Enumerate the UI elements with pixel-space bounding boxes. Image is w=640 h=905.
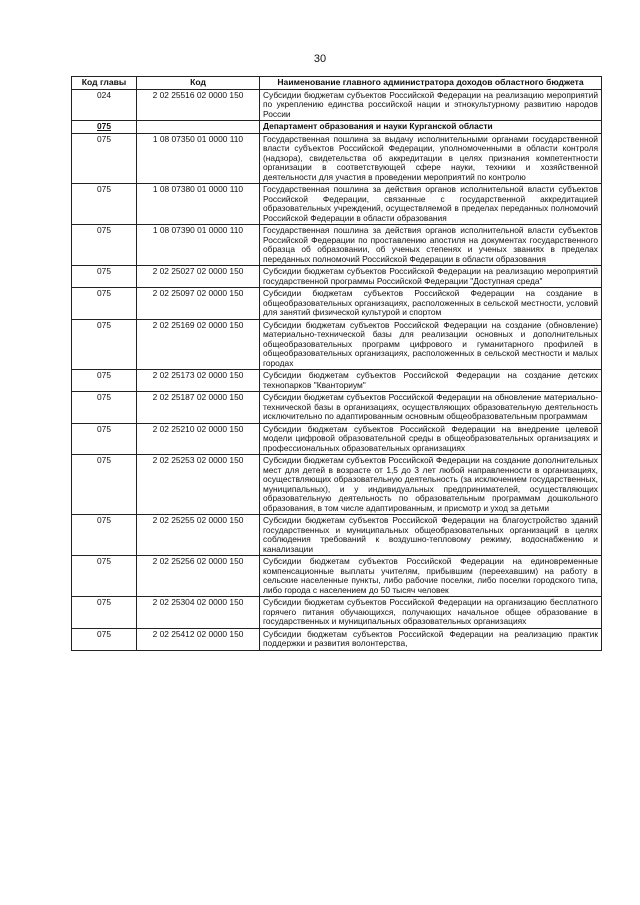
chapter-code-cell: 075 [72,266,137,288]
income-code-cell: 1 08 07350 01 0000 110 [137,133,260,184]
name-cell: Государственная пошлина за действия органов исполнительной власти субъектов Российской Федерации по проставлению апостиля на документах государственного образца об образовании, об ученых степенях и ученых званиях в пределах переданных полномочий Российской Федерации в области образования [260,225,602,266]
table-header-row [72,77,602,90]
table-row [72,225,602,266]
name-cell: Субсидии бюджетам субъектов Российской Федерации на реализацию мероприятий по укреплению единства российской нации и этнокультурному развитию народов России [260,89,602,121]
name-cell: Субсидии бюджетам субъектов Российской Федерации на организацию бесплатного горячего питания обучающихся, получающих начальное общее образование в государственных и муниципальных образовательных организациях [260,597,602,629]
table-row [72,515,602,556]
table-row [72,266,602,288]
table-row [72,288,602,320]
table-row [72,628,602,650]
table-row [72,392,602,424]
name-cell: Субсидии бюджетам субъектов Российской Федерации на создание детских технопарков "Кванториум" [260,370,602,392]
chapter-code-cell: 075 [72,184,137,225]
page-number: 30 [313,53,327,65]
name-cell: Субсидии бюджетам субъектов Российской Федерации на реализацию мероприятий государственной программы Российской Федерации "Доступная среда" [260,266,602,288]
income-code-cell: 1 08 07380 01 0000 110 [137,184,260,225]
name-cell: Субсидии бюджетам субъектов Российской Федерации на благоустройство зданий государственных и муниципальных общеобразовательных организаций в целях соблюдения требований к воздушно-тепловому режиму, водоснабжению и канализации [260,515,602,556]
name-cell: Субсидии бюджетам субъектов Российской Федерации на создание дополнительных мест для детей в возрасте от 1,5 до 3 лет любой направленности в организациях, осуществляющих образовательную деятельность (за исключением государственных, муниципальных), и у индивидуальных предпринимателей, осуществляющих образовательную деятельность по образовательным программам дошкольного образования, в том числе адаптированным, и присмотр и уход за детьми [260,455,602,515]
table-row [72,556,602,597]
table-row [72,423,602,455]
name-cell: Субсидии бюджетам субъектов Российской Федерации на реализацию практик поддержки и развития волонтерства, [260,628,602,650]
chapter-code-cell: 075 [72,392,137,424]
name-cell: Субсидии бюджетам субъектов Российской Федерации на внедрение целевой модели цифровой образовательной среды в общеобразовательных организациях и профессиональных образовательных организациях [260,423,602,455]
income-code-cell: 2 02 25255 02 0000 150 [137,515,260,556]
income-code-cell: 2 02 25187 02 0000 150 [137,392,260,424]
income-administrators-table [71,76,602,651]
chapter-code-cell: 075 [72,515,137,556]
header-code: Код [137,77,260,90]
table-row [72,370,602,392]
chapter-code-cell: 075 [72,121,137,134]
table-section-row [72,121,602,134]
name-cell: Субсидии бюджетам субъектов Российской Федерации на создание в общеобразовательных организациях, расположенных в сельской местности, условий для занятий физической культурой и спортом [260,288,602,320]
table-row [72,184,602,225]
income-code-cell [137,121,260,134]
name-cell: Государственная пошлина за действия органов исполнительной власти субъектов Российской Федерации, связанные с государственной аккредитацией образовательных учреждений, осуществляемой в пределах переданных полномочий Российской Федерации в области образования [260,184,602,225]
chapter-code-cell: 075 [72,225,137,266]
name-cell: Субсидии бюджетам субъектов Российской Федерации на единовременные компенсационные выплаты учителям, прибывшим (переехавшим) на работу в сельские населенные пункты, либо рабочие поселки, либо поселки городского типа, либо города с населением до 50 тысяч человек [260,556,602,597]
chapter-code-cell: 075 [72,455,137,515]
income-code-cell: 2 02 25256 02 0000 150 [137,556,260,597]
income-code-cell: 2 02 25173 02 0000 150 [137,370,260,392]
table-body [72,89,602,650]
income-code-cell: 2 02 25412 02 0000 150 [137,628,260,650]
name-cell: Департамент образования и науки Курганской области [260,121,602,134]
income-code-cell: 2 02 25516 02 0000 150 [137,89,260,121]
name-cell: Государственная пошлина за выдачу исполнительными органами государственной власти субъектов Российской Федерации, уполномоченными в области контроля (надзора), свидетельства об аккредитации в целях признания компетентности организации в соответствующей сфере науки, техники и хозяйственной деятельности для участия в проведении мероприятий по контролю [260,133,602,184]
chapter-code-cell: 075 [72,288,137,320]
income-code-cell: 2 02 25210 02 0000 150 [137,423,260,455]
income-code-cell: 2 02 25304 02 0000 150 [137,597,260,629]
name-cell: Субсидии бюджетам субъектов Российской Федерации на создание (обновление) материально-технической базы для реализации основных и дополнительных общеобразовательных программ цифрового и гуманитарного профилей в общеобразовательных организациях, расположенных в сельской местности и малых городах [260,319,602,370]
chapter-code-cell: 075 [72,370,137,392]
chapter-code-cell: 024 [72,89,137,121]
chapter-code-cell: 075 [72,133,137,184]
chapter-code-cell: 075 [72,597,137,629]
table-row [72,89,602,121]
table-row [72,133,602,184]
table-row [72,597,602,629]
header-name: Наименование главного администратора доходов областного бюджета [260,77,602,90]
income-code-cell: 2 02 25253 02 0000 150 [137,455,260,515]
income-code-cell: 2 02 25097 02 0000 150 [137,288,260,320]
name-cell: Субсидии бюджетам субъектов Российской Федерации на обновление материально-технической базы в организациях, осуществляющих образовательную деятельность исключительно по адаптированным основным общеобразовательным программам [260,392,602,424]
header-chapter-code: Код главы [72,77,137,90]
table-row [72,319,602,370]
income-code-cell: 1 08 07390 01 0000 110 [137,225,260,266]
table-row [72,455,602,515]
chapter-code-cell: 075 [72,423,137,455]
income-code-cell: 2 02 25169 02 0000 150 [137,319,260,370]
chapter-code-cell: 075 [72,628,137,650]
chapter-code-cell: 075 [72,556,137,597]
chapter-code-cell: 075 [72,319,137,370]
income-code-cell: 2 02 25027 02 0000 150 [137,266,260,288]
